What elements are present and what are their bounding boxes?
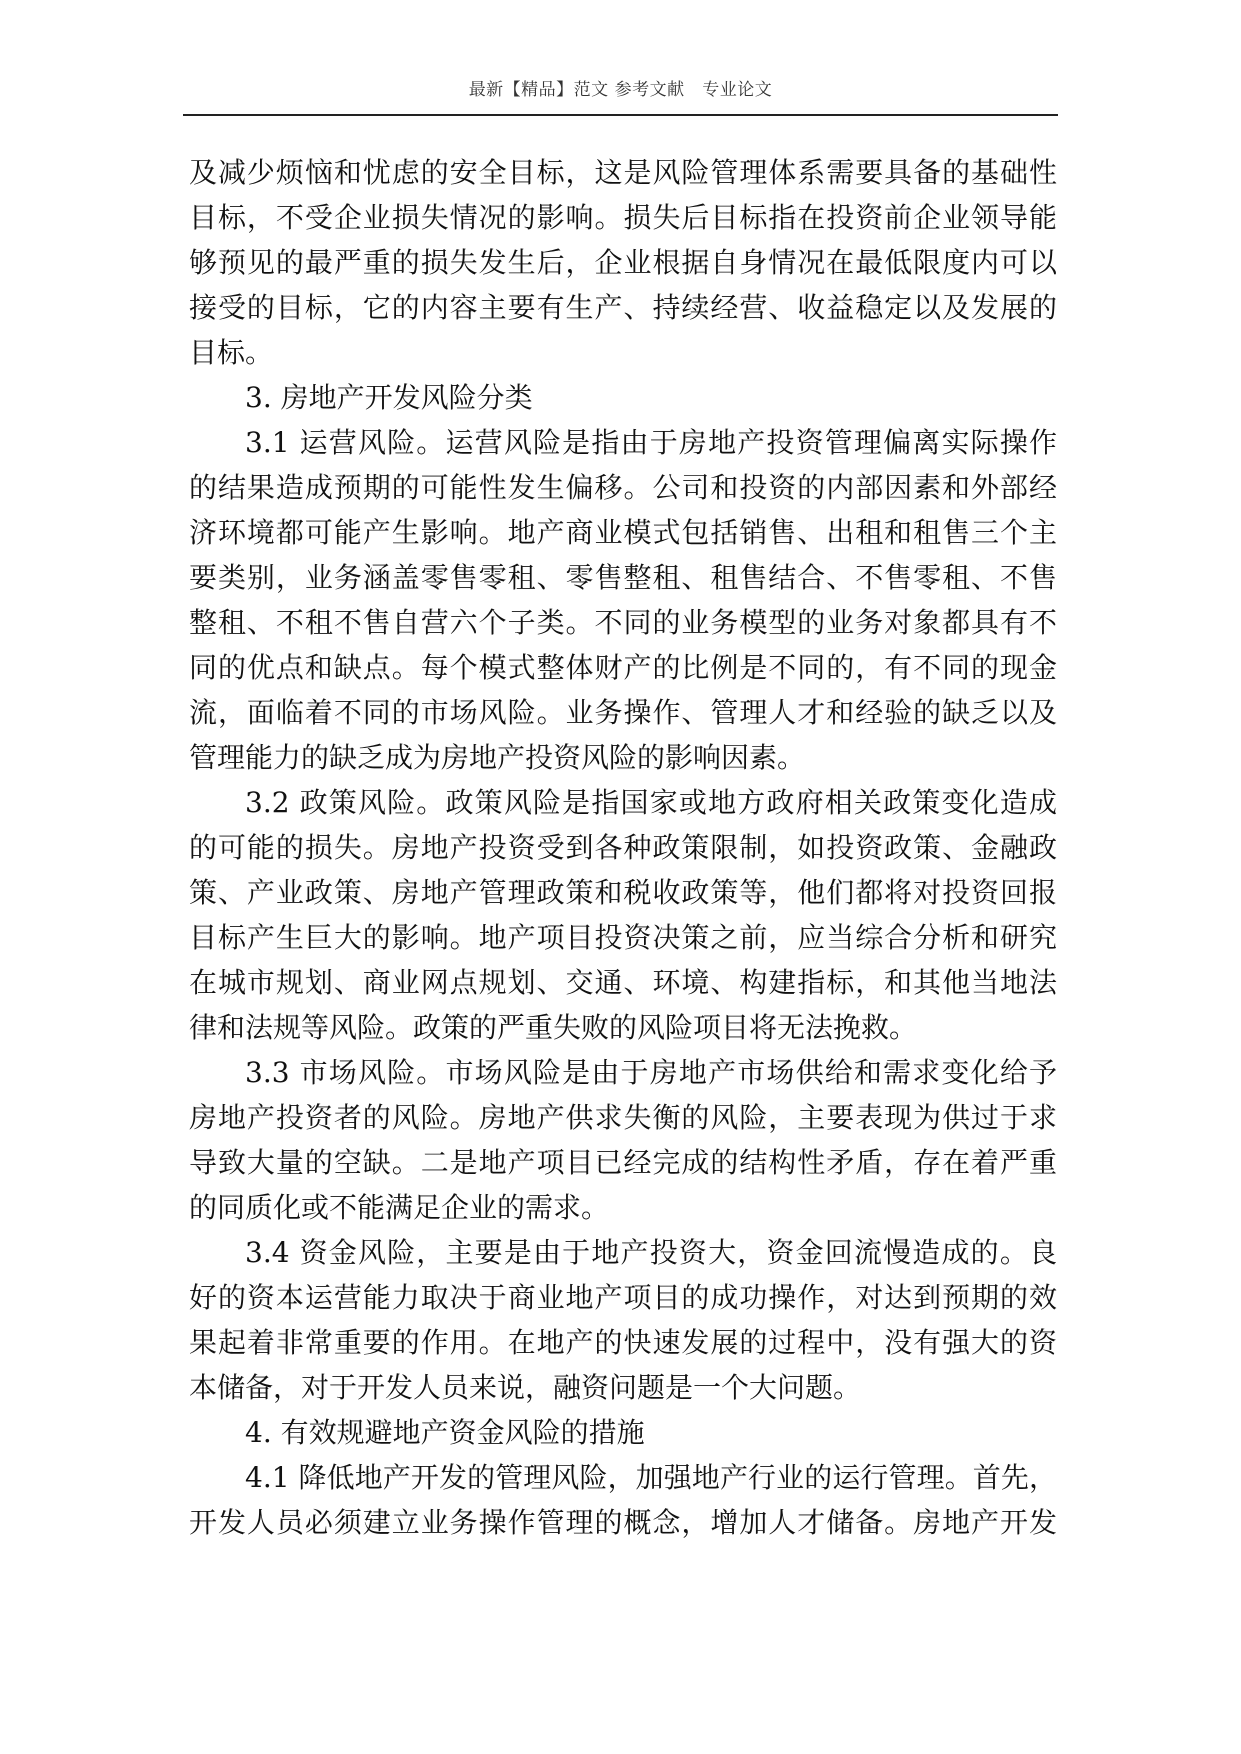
text-line: 的结果造成预期的可能性发生偏移。公司和投资的内部因素和外部经 (189, 471, 1057, 504)
text-line: 的可能的损失。房地产投资受到各种政策限制，如投资政策、金融政 (189, 831, 1057, 864)
text-line: 律和法规等风险。政策的严重失败的风险项目将无法挽救。 (189, 1011, 918, 1044)
text-line: 3.3 市场风险。市场风险是由于房地产市场供给和需求变化给予 (245, 1056, 1057, 1089)
text-line: 流，面临着不同的市场风险。业务操作、管理人才和经验的缺乏以及 (189, 696, 1057, 729)
text-line: 接受的目标，它的内容主要有生产、持续经营、收益稳定以及发展的 (189, 291, 1057, 324)
text-line: 策、产业政策、房地产管理政策和税收政策等，他们都将对投资回报 (189, 876, 1057, 909)
text-line: 够预见的最严重的损失发生后，企业根据自身情况在最低限度内可以 (189, 246, 1057, 279)
text-line: 导致大量的空缺。二是地产项目已经完成的结构性矛盾，存在着严重 (189, 1146, 1057, 1179)
text-line: 目标，不受企业损失情况的影响。损失后目标指在投资前企业领导能 (189, 201, 1057, 234)
text-line: 管理能力的缺乏成为房地产投资风险的影响因素。 (189, 741, 806, 774)
paragraph (189, 420, 1057, 780)
text-line: 开发人员必须建立业务操作管理的概念，增加人才储备。房地产开发 (189, 1506, 1057, 1539)
text-line: 3. 房地产开发风险分类 (245, 381, 533, 414)
header-text: 最新【精品】范文 参考文献 专业论文 (468, 80, 773, 100)
text-line: 目标。 (189, 336, 274, 369)
section-heading (189, 375, 1057, 420)
text-line: 3.4 资金风险，主要是由于地产投资大，资金回流慢造成的。良 (245, 1236, 1057, 1269)
paragraph (189, 1230, 1057, 1410)
text-line: 济环境都可能产生影响。地产商业模式包括销售、出租和租售三个主 (189, 516, 1057, 549)
text-line: 目标产生巨大的影响。地产项目投资决策之前，应当综合分析和研究 (189, 921, 1057, 954)
paragraph (189, 1050, 1057, 1230)
text-line: 3.2 政策风险。政策风险是指国家或地方政府相关政策变化造成 (245, 786, 1057, 819)
text-line: 果起着非常重要的作用。在地产的快速发展的过程中，没有强大的资 (189, 1326, 1057, 1359)
paragraph (189, 150, 1057, 375)
paragraph (189, 1455, 1057, 1545)
paragraph (189, 780, 1057, 1050)
section-heading (189, 1410, 1057, 1455)
text-line: 好的资本运营能力取决于商业地产项目的成功操作，对达到预期的效 (189, 1281, 1057, 1314)
text-line: 3.1 运营风险。运营风险是指由于房地产投资管理偏离实际操作 (245, 426, 1057, 459)
text-line: 4.1 降低地产开发的管理风险，加强地产行业的运行管理。首先， (245, 1461, 1057, 1494)
text-line: 4. 有效规避地产资金风险的措施 (245, 1416, 645, 1449)
text-line: 房地产投资者的风险。房地产供求失衡的风险，主要表现为供过于求 (189, 1101, 1057, 1134)
text-line: 本储备，对于开发人员来说，融资问题是一个大问题。 (189, 1371, 862, 1404)
text-line: 整租、不租不售自营六个子类。不同的业务模型的业务对象都具有不 (189, 606, 1057, 639)
text-line: 同的优点和缺点。每个模式整体财产的比例是不同的，有不同的现金 (189, 651, 1057, 684)
text-line: 及减少烦恼和忧虑的安全目标，这是风险管理体系需要具备的基础性 (189, 156, 1057, 189)
text-line: 要类别，业务涵盖零售零租、零售整租、租售结合、不售零租、不售 (189, 561, 1057, 594)
text-line: 的同质化或不能满足企业的需求。 (189, 1191, 610, 1224)
page-header (183, 78, 1058, 116)
document-body (189, 150, 1057, 1545)
text-line: 在城市规划、商业网点规划、交通、环境、构建指标，和其他当地法 (189, 966, 1057, 999)
